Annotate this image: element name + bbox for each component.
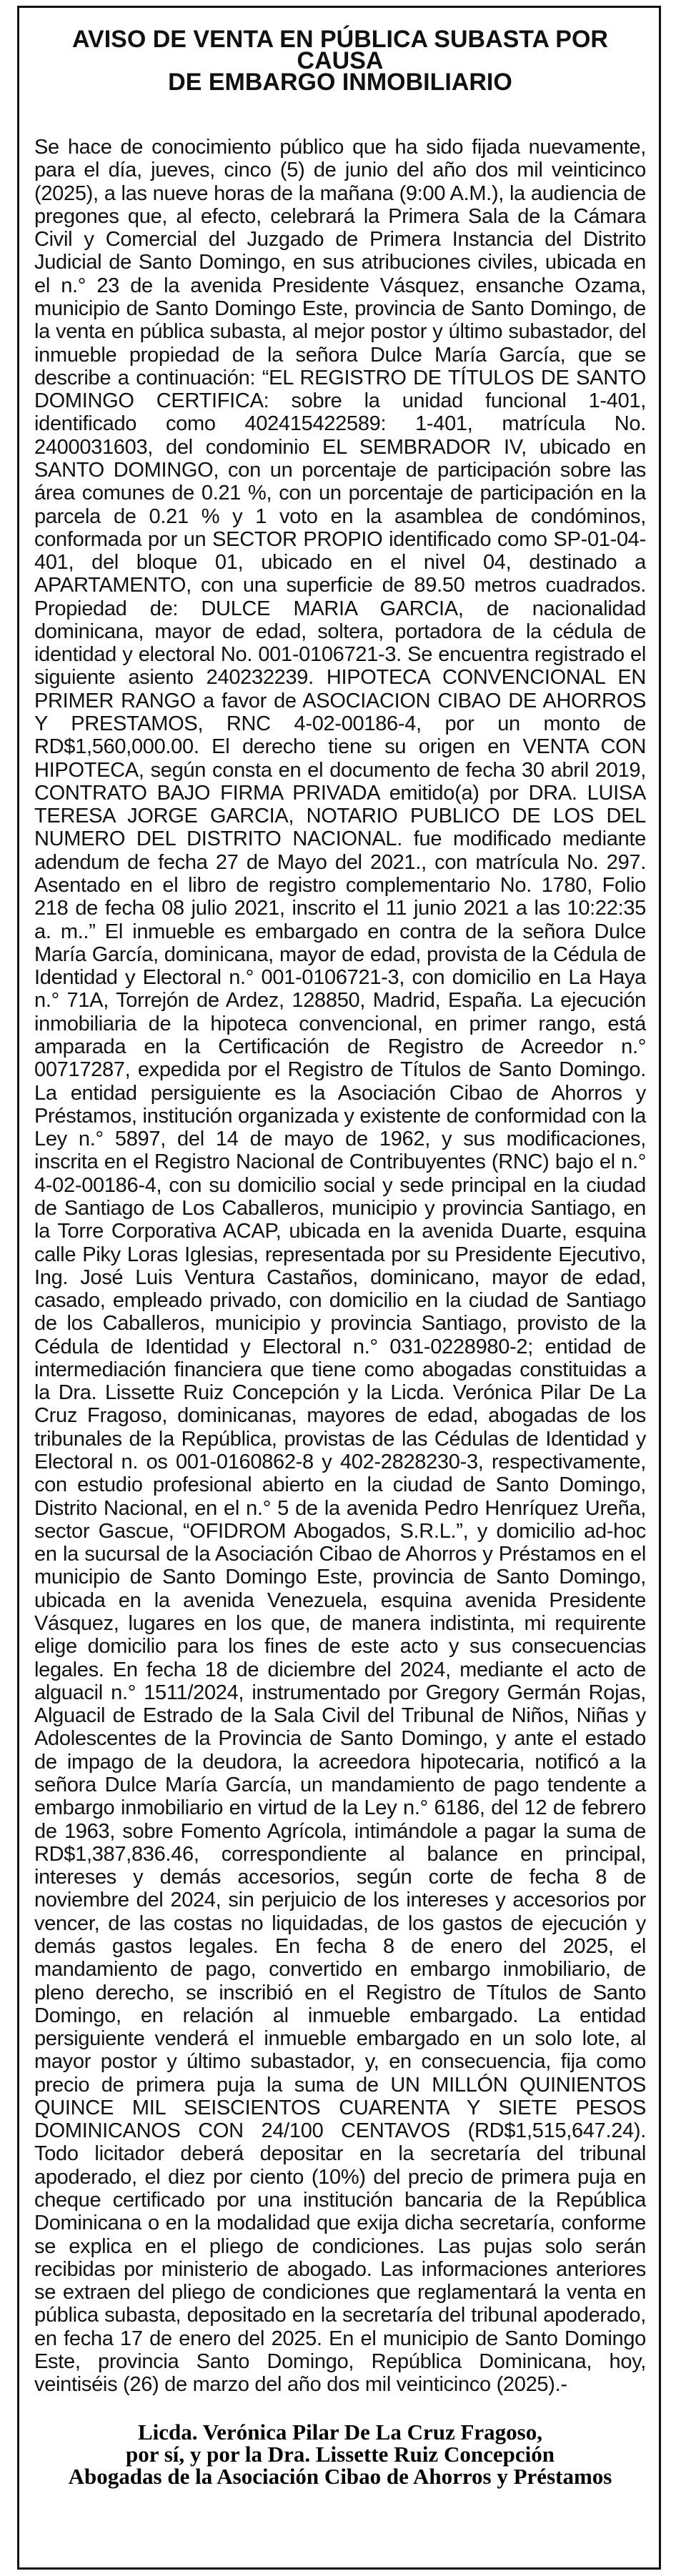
notice-title-line-2: DE EMBARGO INMOBILIARIO xyxy=(168,69,512,96)
notice-title-line-1: AVISO DE VENTA EN PÚBLICA SUBASTA POR CAUSA xyxy=(72,26,608,74)
signature-line-1: Licda. Verónica Pilar De La Cruz Fragoso, xyxy=(138,2420,542,2445)
notice-body: Se hace de conocimiento público que ha sido fijada nuevamente, para el día, jueves, cinco (5) de junio del año dos mil veinticinco (2025), a las nueve horas de la mañana (9:00 A.M.), la audiencia de pregones que, al efecto, celebrará la Primera Sala de la Cámara Civil y Comercial del Juzgado de Primera Instancia del Distrito Judicial de Santo Domingo, en sus atribuciones civiles, ubicada en el n.° 23 de la avenida Presidente Vásquez, ensanche Ozama, municipio de Santo Domingo Este, provincia de Santo Domingo, de la venta en pública subasta, al mejor postor y último subastador, del inmueble propiedad de la señora Dulce María García, que se describe a continuación: “EL REGISTRO DE TÍTULOS DE SANTO DOMINGO CERTIFICA: sobre la unidad funcional 1-401, identificado como 402415422589: 1-401, matrícula No. 2400031603, del condominio EL SEMBRADOR IV, ubicado en SANTO DOMINGO, con un porcentaje de participación sobre las área comunes de 0.21 %, con un porcentaje de participación en la parcela de 0.21 % y 1 voto en la asamblea de condóminos, conformada por un SECTOR PROPIO identificado como SP-01-04-401, del bloque 01, ubicado en el nivel 04, destinado a APARTAMENTO, con una superficie de 89.50 metros cuadrados. Propiedad de: DULCE MARIA GARCIA, de nacionalidad dominicana, mayor de edad, soltera, portadora de la cédula de identidad y electoral No. 001-0106721-3. Se encuentra registrado el siguiente asiento 240232239. HIPOTECA CONVENCIONAL EN PRIMER RANGO a favor de ASOCIACION CIBAO DE AHORROS Y PRESTAMOS, RNC 4-02-00186-4, por un monto de RD$1,560,000.00. El derecho tiene su origen en VENTA CON HIPOTECA, según consta en el documento de fecha 30 abril 2019, CONTRATO BAJO FIRMA PRIVADA emitido(a) por DRA. LUISA TERESA JORGE GARCIA, NOTARIO PUBLICO DE LOS DEL NUMERO DEL DISTRITO NACIONAL. fue modificado mediante adendum de fecha 27 de Mayo del 2021., con matrícula No. 297. Asentado en el libro de registro complementario No. 1780, Folio 218 de fecha 08 julio 2021, inscrito el 11 junio 2021 a las 10:22:35 a. m..” El inmueble es embargado en contra de la señora Dulce María García, dominicana, mayor de edad, provista de la Cédula de Identidad y Electoral n.° 001-0106721-3, con domicilio en La Haya n.° 71A, Torrejón de Ardez, 128850, Madrid, España. La ejecución inmobiliaria de la hipoteca convencional, en primer rango, está amparada en la Certificación de Registro de Acreedor n.° 00717287, expedida por el Registro de Títulos de Santo Domingo. La entidad persiguiente es la Asociación Cibao de Ahorros y Préstamos, institución organizada y existente de conformidad con la Ley n.° 5897, del 14 de mayo de 1962, y sus modificaciones, inscrita en el Registro Nacional de Contribuyentes (RNC) bajo el n.° 4-02-00186-4, con su domicilio social y sede principal en la ciudad de Santiago de Los Caballeros, municipio y provincia Santiago, en la Torre Corporativa ACAP, ubicada en la avenida Duarte, esquina calle Piky Loras Iglesias, representada por su Presidente Ejecutivo, Ing. José Luis Ventura Castaños, dominicano, mayor de edad, casado, empleado privado, con domicilio en la ciudad de Santiago de los Caballeros, municipio y provincia Santiago, provisto de la Cédula de Identidad y Electoral n.° 031-0228980-2; entidad de intermediación financiera que tiene como abogadas constituidas a la Dra. Lissette Ruiz Concepción y la Licda. Verónica Pilar De La Cruz Fragoso, dominicanas, mayores de edad, abogadas de los tribunales de la República, provistas de las Cédulas de Identidad y Electoral n. os 001-0160862-8 y 402-2828230-3, respectivamente, con estudio profesional abierto en la ciudad de Santo Domingo, Distrito Nacional, en el n.° 5 de la avenida Pedro Henríquez Ureña, sector Gascue, “OFIDROM Abogados, S.R.L.”, y domicilio ad-hoc en la sucursal de la Asociación Cibao de Ahorros y Préstamos en el municipio de Santo Domingo Este, provincia de Santo Domingo, ubicada en la avenida Venezuela, esquina avenida Presidente Vásquez, lugares en los que, de manera indistinta, mi requirente elige domicilio para los fines de este acto y sus consecuencias legales. En fecha 18 de diciembre del 2024, mediante el acto de alguacil n.° 1511/2024, instrumentado por Gregory Germán Rojas, Alguacil de Estrado de la Sala Civil del Tribunal de Niños, Niñas y Adolescentes de la Provincia de Santo Domingo, y ante el estado de impago de la deudora, la acreedora hipotecaria, notificó a la señora Dulce María García, un mandamiento de pago tendente a embargo inmobiliario en virtud de la Ley n.° 6186, del 12 de febrero de 1963, sobre Fomento Agrícola, intimándole a pagar la suma de RD$1,387,836.46, correspondiente al balance en principal, intereses y demás accesorios, según corte de fecha 8 de noviembre del 2024, sin perjuicio de los intereses y accesorios por vencer, de las costas no liquidadas, de los gastos de ejecución y demás gastos legales. En fecha 8 de enero del 2025, el mandamiento de pago, convertido en embargo inmobiliario, de pleno derecho, se inscribió en el Registro de Títulos de Santo Domingo, en relación al inmueble embargado. La entidad persiguiente venderá el inmueble embargado en un solo lote, al mayor postor y último subastador, y, en consecuencia, fija como precio de primera puja la suma de UN MILLÓN QUINIENTOS QUINCE MIL SEISCIENTOS CUARENTA Y SIETE PESOS DOMINICANOS CON 24/100 CENTAVOS (RD$1,515,647.24). Todo licitador deberá depositar en la secretaría del tribunal apoderado, el diez por ciento (10%) del precio de primera puja en cheque certificado por una institución bancaria de la República Dominicana o en la modalidad que exija dicha secretaría, conforme se explica en el pliego de condiciones. Las pujas solo serán recibidas por ministerio de abogado. Las informaciones anteriores se extraen del pliego de condiciones que reglamentará la venta en pública subasta, depositado en la secretaría del tribunal apoderado, en fecha 17 de enero del 2025. En el municipio de Santo Domingo Este, provincia Santo Domingo, República Dominicana, hoy, veintiséis (26) de marzo del año dos mil veinticinco (2025).- xyxy=(34,136,646,2397)
legal-notice xyxy=(34,26,646,2397)
signature-block xyxy=(34,2421,646,2487)
signature-line-2: por sí, y por la Dra. Lissette Ruiz Concepción xyxy=(126,2442,555,2467)
signature-line-3: Abogadas de la Asociación Cibao de Ahorros y Préstamos xyxy=(68,2464,612,2489)
notice-title xyxy=(34,26,646,96)
